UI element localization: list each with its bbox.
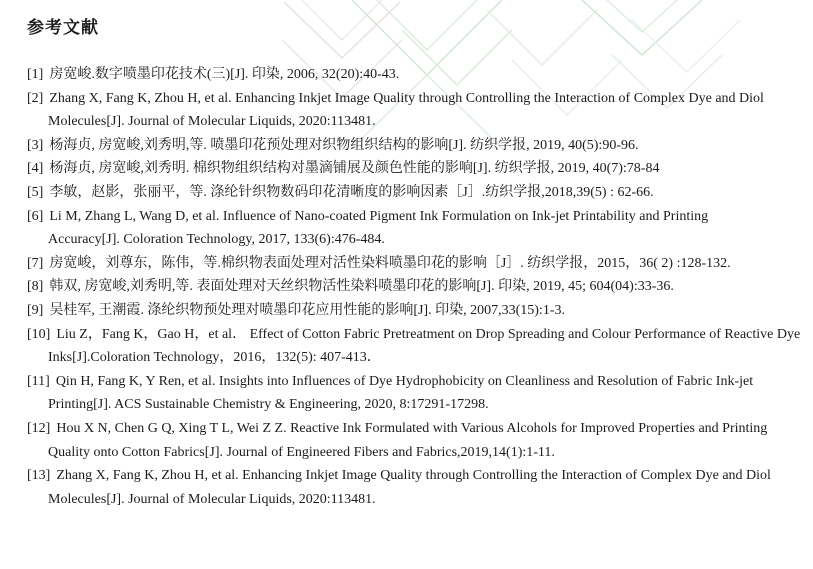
reference-label: [8] bbox=[27, 279, 44, 295]
reference-label: [7] bbox=[27, 255, 44, 271]
reference-item bbox=[27, 134, 807, 158]
reference-text: 杨海贞, 房宽峻,刘秀明. 棉织物组织结构对墨滴铺展及颜色性能的影响[J]. 纺织学报, 2019, 40(7):78-84 bbox=[49, 161, 660, 177]
reference-item bbox=[27, 275, 807, 299]
reference-continuation-line: Printing[J]. ACS Sustainable Chemistry & Engineering, 2020, 8:17291-17298. bbox=[48, 397, 489, 413]
reference-text: Qin H, Fang K, Y Ren, et al. Insights into Influences of Dye Hydrophobicity on Cleanliness and Resolution of Fabric Ink-jet bbox=[55, 373, 754, 389]
reference-item bbox=[27, 205, 807, 252]
reference-line bbox=[27, 464, 807, 488]
references-list bbox=[27, 63, 807, 511]
reference-text: 房宽峻.数字喷墨印花技术(三)[J]. 印染, 2006, 32(20):40-43. bbox=[49, 67, 400, 82]
reference-label: [10] bbox=[27, 326, 51, 342]
reference-line bbox=[27, 87, 807, 111]
reference-item bbox=[27, 464, 807, 511]
reference-line bbox=[27, 417, 807, 441]
reference-text: 吴桂军, 王潮霞. 涤纶织物预处理对喷墨印花应用性能的影响[J]. 印染, 2007,33(15):1-3. bbox=[49, 302, 565, 318]
reference-item bbox=[27, 63, 807, 87]
reference-line bbox=[27, 370, 807, 394]
reference-continuation-line: Inks[J].Coloration Technology，2016，132(5): 407-413． bbox=[48, 350, 381, 366]
reference-line bbox=[27, 157, 807, 181]
reference-line bbox=[27, 181, 807, 205]
reference-line bbox=[27, 205, 807, 229]
reference-label: [6] bbox=[27, 208, 44, 224]
reference-label: [13] bbox=[27, 468, 51, 484]
reference-continuation-line: Accuracy[J]. Coloration Technology, 2017, 133(6):476-484. bbox=[48, 232, 385, 248]
reference-continuation-line: Molecules[J]. Journal of Molecular Liquids, 2020:113481. bbox=[48, 491, 376, 507]
reference-line bbox=[27, 63, 807, 87]
reference-line bbox=[27, 134, 807, 158]
reference-line bbox=[27, 252, 807, 276]
reference-label: [4] bbox=[27, 161, 44, 177]
reference-item bbox=[27, 370, 807, 417]
reference-item bbox=[27, 252, 807, 276]
reference-text: Li M, Zhang L, Wang D, et al. Influence of Nano-coated Pigment Ink Formulation on Ink-jet Printability and Printing bbox=[49, 208, 709, 224]
reference-continuation-line: Quality onto Cotton Fabrics[J]. Journal of Engineered Fibers and Fabrics,2019,14(1):1-11. bbox=[48, 444, 555, 460]
reference-item bbox=[27, 87, 807, 134]
reference-text: 李敏，赵影，张丽平，等. 涤纶针织物数码印花清晰度的影响因素［J］.纺织学报,2018,39(5) : 62-66. bbox=[49, 184, 654, 200]
reference-text: Hou X N, Chen G Q, Xing T L, Wei Z Z. Reactive Ink Formulated with Various Alcohols for Improved Properties and Printing bbox=[56, 420, 768, 436]
reference-item bbox=[27, 157, 807, 181]
reference-label: [11] bbox=[27, 373, 50, 389]
reference-line bbox=[27, 323, 807, 347]
reference-label: [1] bbox=[27, 67, 44, 82]
reference-label: [12] bbox=[27, 420, 51, 436]
reference-text: 房宽峻，刘尊东，陈伟，等.棉织物表面处理对活性染料喷墨印花的影响［J］. 纺织学报，2015，36( 2) :128-132. bbox=[49, 255, 731, 271]
reference-label: [3] bbox=[27, 137, 44, 153]
reference-line bbox=[27, 275, 807, 299]
reference-item bbox=[27, 323, 807, 370]
reference-item bbox=[27, 181, 807, 205]
references-heading: 参考文献 bbox=[27, 18, 99, 37]
reference-text: Zhang X, Fang K, Zhou H, et al. Enhancing Inkjet Image Quality through Controlling the Interaction of Complex Dye and Diol bbox=[49, 90, 764, 106]
reference-text: 杨海贞, 房宽峻,刘秀明,等. 喷墨印花预处理对织物组织结构的影响[J]. 纺织学报, 2019, 40(5):90-96. bbox=[49, 137, 639, 153]
reference-label: [2] bbox=[27, 90, 44, 106]
reference-label: [5] bbox=[27, 184, 44, 200]
reference-label: [9] bbox=[27, 302, 44, 318]
reference-text: Liu Z，Fang K，Gao H，et al． Effect of Cotton Fabric Pretreatment on Drop Spreading and Colour Performance of Reactive Dye bbox=[56, 326, 801, 342]
reference-item bbox=[27, 299, 807, 323]
reference-text: 韩双, 房宽峻,刘秀明,等. 表面处理对天丝织物活性染料喷墨印花的影响[J]. 印染, 2019, 45; 604(04):33-36. bbox=[49, 279, 674, 295]
reference-item bbox=[27, 417, 807, 464]
reference-line bbox=[27, 299, 807, 323]
reference-text: Zhang X, Fang K, Zhou H, et al. Enhancing Inkjet Image Quality through Controlling the Interaction of Complex Dye and Diol bbox=[56, 468, 771, 484]
reference-continuation-line: Molecules[J]. Journal of Molecular Liquids, 2020:113481. bbox=[48, 114, 376, 130]
